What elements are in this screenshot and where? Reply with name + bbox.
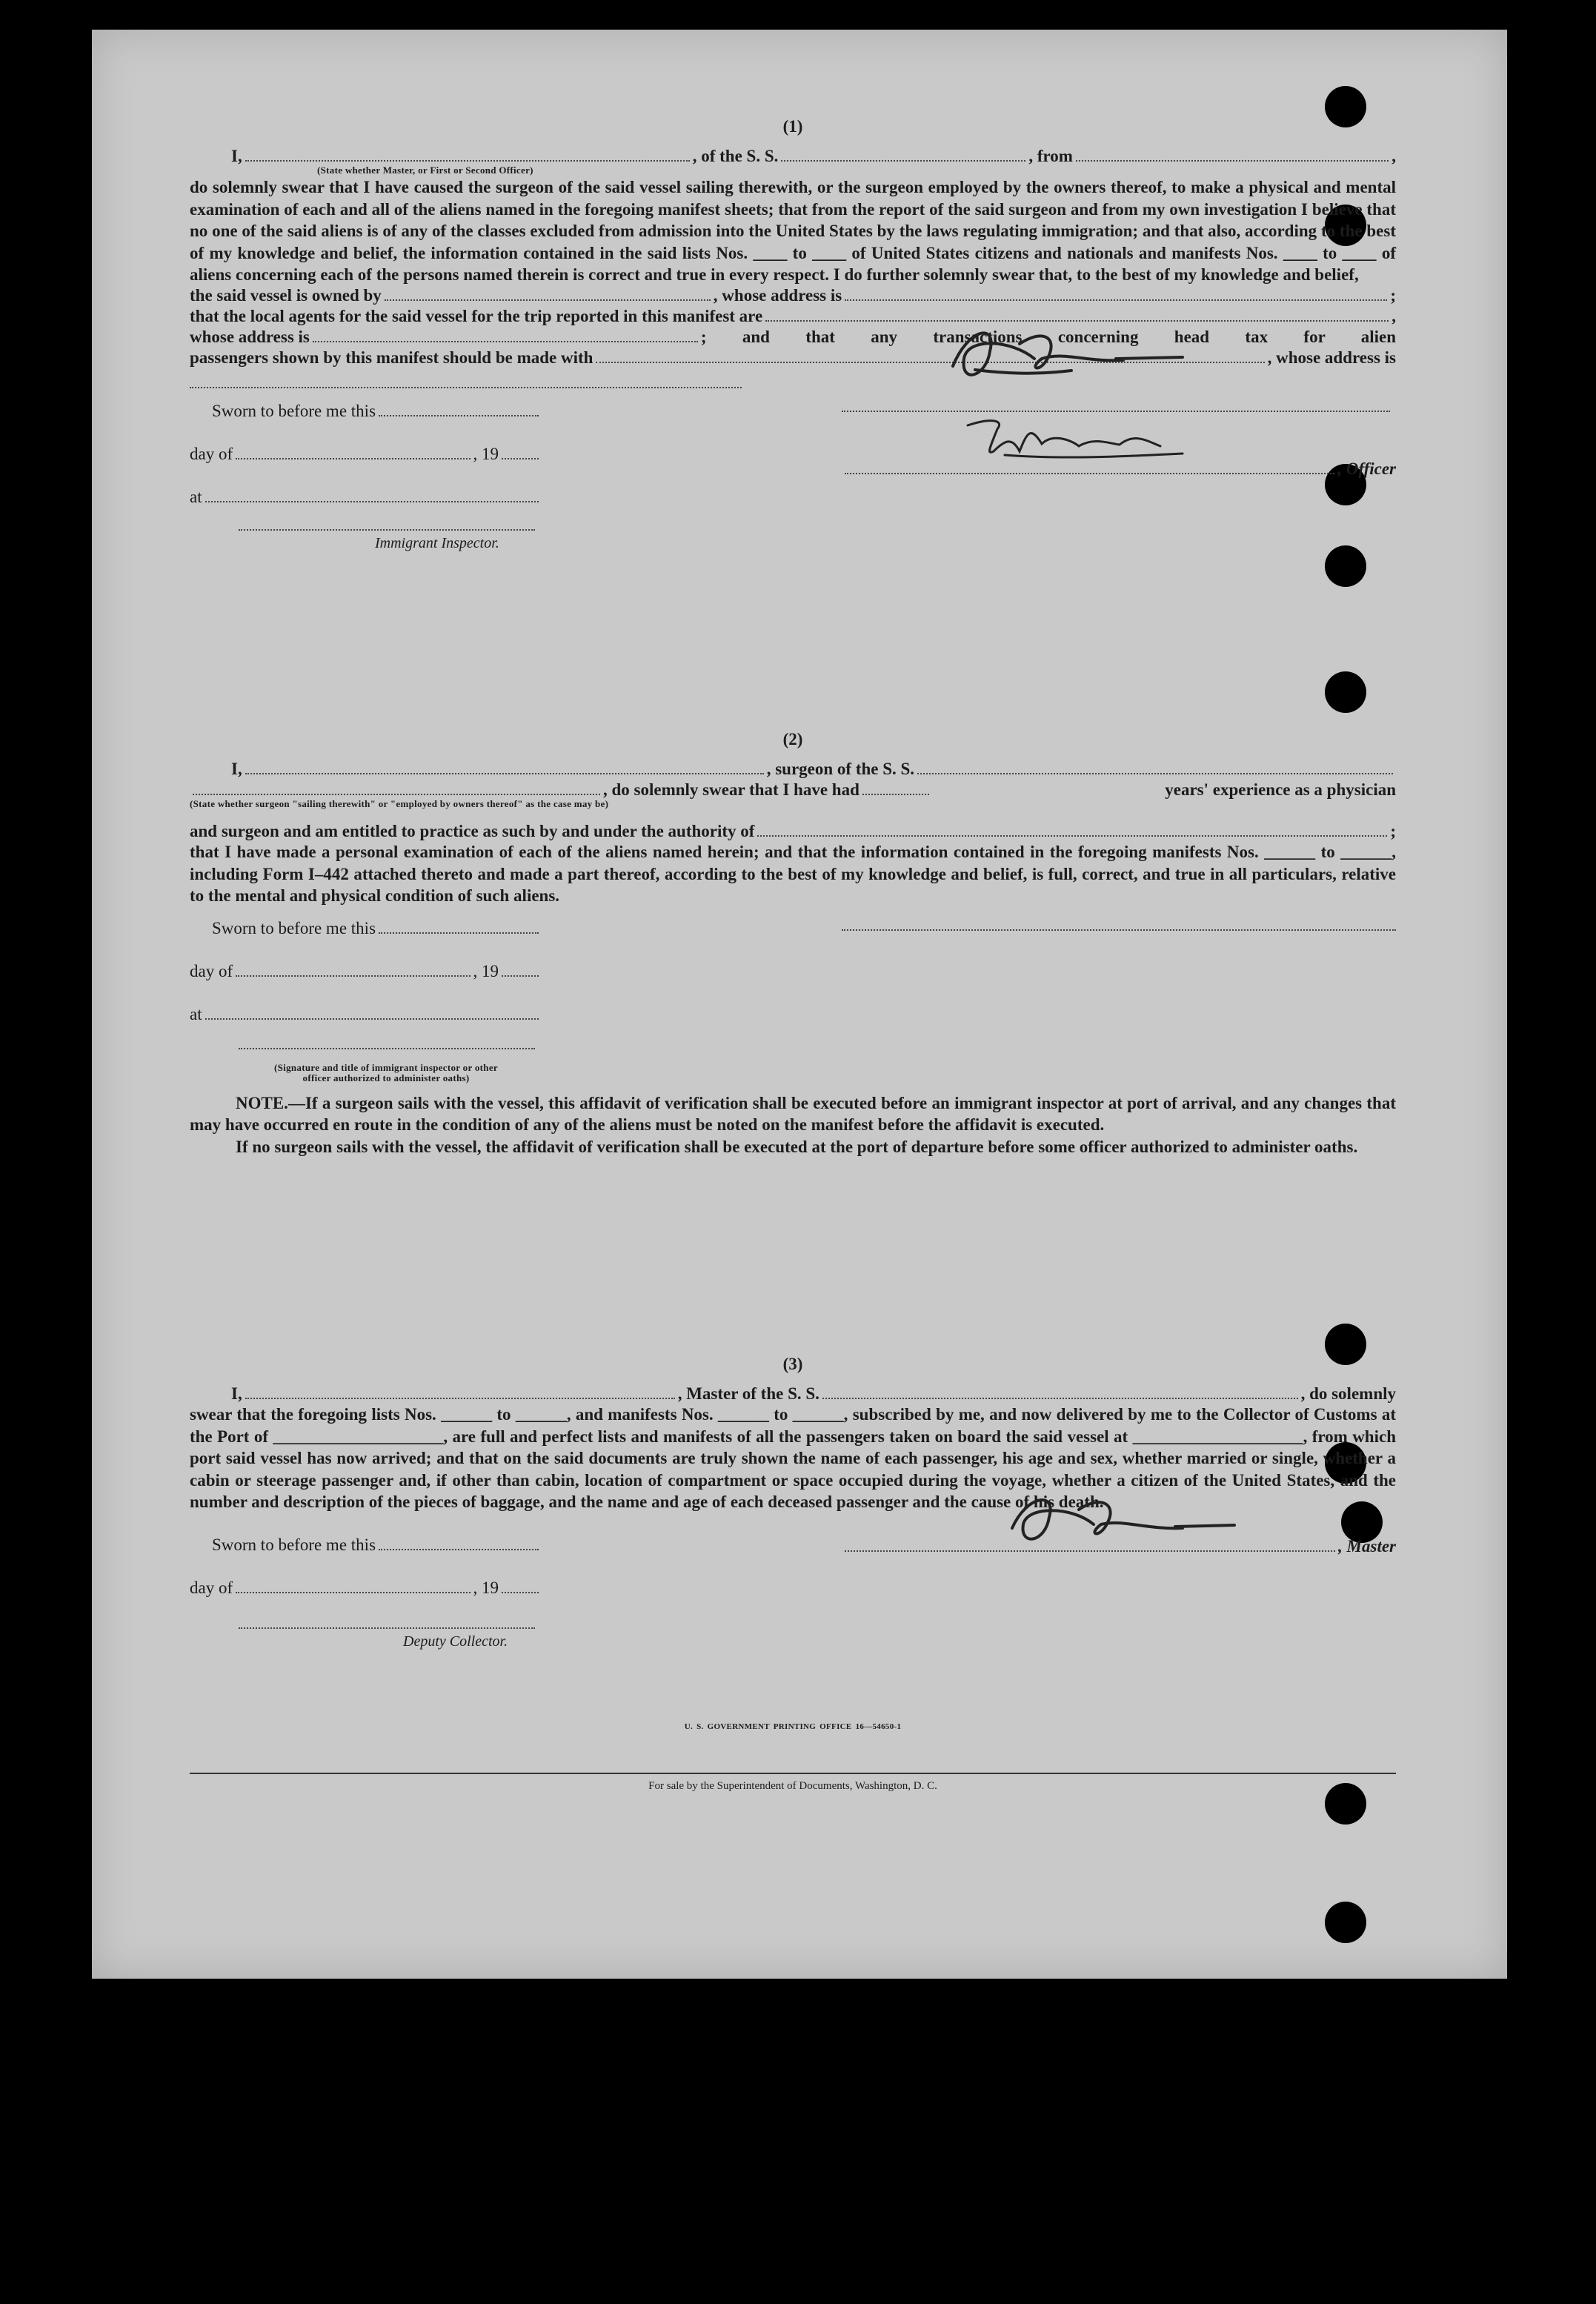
- affidavit-section-1: [190, 117, 1396, 566]
- blank-inspector-signature: [239, 529, 535, 531]
- punctuation: ,: [1391, 306, 1396, 325]
- blank-sworn-date: [379, 1549, 539, 1550]
- label-day-of: day of: [190, 1578, 233, 1597]
- label-whose-address: whose address is: [190, 327, 310, 346]
- blank-month: [236, 975, 470, 977]
- blank-surgeon-signature: [842, 929, 1396, 931]
- officer-caption: , Officer: [1337, 459, 1396, 478]
- blank-officer-signature: [845, 473, 1334, 474]
- label-at: at: [190, 1004, 202, 1023]
- label-solemnly: , do solemnly swear that I have had: [603, 780, 859, 799]
- label-year: , 19: [473, 444, 499, 463]
- label-i: I,: [231, 147, 242, 165]
- oath-body: do solemnly swear that I have caused the surgeon of the said vessel sailing therewith, or the surgeon employed by the owners thereof, to make a physical and mental examination of each and all of the aliens named in the foregoing manifest sheets; that from the report of the said surgeon and from my own investigation I believe that no one of the said aliens is of any of the classes excluded from admission into the United States by the laws regulating immigration; and that also, according to the best of my knowledge and belief, the information contained in the said lists Nos. ____ to ____ of United States citizens and nationals and manifests Nos. ____ to ____ of aliens concerning each of the persons named therein is correct and true in every respect. I do further solemnly swear that, to the best of my knowledge and belief,: [190, 178, 1396, 284]
- blank-month: [236, 1592, 470, 1593]
- label-whose-address: , whose address is: [713, 285, 842, 305]
- punctuation: ;: [1390, 822, 1396, 840]
- blank-vessel-name: [917, 773, 1393, 774]
- punch-hole: [1325, 671, 1366, 713]
- label-of-ss: , of the S. S.: [692, 147, 779, 165]
- label-year: , 19: [473, 1578, 499, 1597]
- label-i: I,: [231, 760, 242, 778]
- blank-surgeon-name: [245, 773, 764, 774]
- footer-text: For sale by the Superintendent of Documents, Washington, D. C.: [648, 1780, 937, 1792]
- punch-hole: [1325, 1902, 1366, 1943]
- printing-office-line: U. S. GOVERNMENT PRINTING OFFICE 16—54650-1: [684, 1722, 902, 1731]
- blank-year: [502, 1592, 539, 1593]
- label-passengers: passengers shown by this manifest should be made with: [190, 348, 593, 367]
- label-sworn: Sworn to before me this: [212, 401, 376, 420]
- label-from: , from: [1028, 147, 1073, 165]
- blank-sworn-date: [379, 932, 539, 934]
- blank-authority: [757, 835, 1387, 837]
- label-day-of: day of: [190, 961, 233, 980]
- section-number: (2): [782, 730, 803, 748]
- note-paragraph-1: [190, 1092, 1396, 1136]
- blank-surgeon-status: [193, 794, 600, 795]
- blank-owner: [385, 299, 711, 301]
- deputy-caption: Deputy Collector.: [403, 1633, 508, 1650]
- label-master-of: , Master of the S. S.: [677, 1384, 819, 1403]
- punctuation: ;: [1390, 285, 1396, 305]
- note-label: NOTE.: [236, 1093, 288, 1112]
- label-sworn: Sworn to before me this: [212, 918, 376, 937]
- blank-owner-address: [845, 299, 1387, 301]
- form-page: [92, 30, 1507, 1979]
- surgeon-oath-body: that I have made a personal examination of each of the aliens named herein; and that the information contained in the foregoing manifests Nos. ______ to ______, including Form I–442 attached thereto and made a part thereof, according to the best of my knowledge and belief, is full, correct, and true in all particulars, relative to the mental and physical condition of such aliens.: [190, 843, 1396, 905]
- affidavit-section-3: [190, 1355, 1396, 1661]
- blank-officer-title: [245, 160, 690, 162]
- blank-sworn-date: [379, 415, 539, 416]
- master-signature: [945, 314, 1242, 403]
- footer-rule: [190, 1773, 1396, 1774]
- master-caption: , Master: [1338, 1536, 1396, 1556]
- official-caption: (Signature and title of immigrant inspector or other officer authorized to administer oaths): [274, 1061, 498, 1083]
- blank-official-signature: [239, 1048, 535, 1049]
- blank-master-signature: [845, 1550, 1335, 1552]
- blank-month: [236, 458, 470, 459]
- label-owned-by: the said vessel is owned by: [190, 285, 382, 305]
- blank-port-from: [1076, 160, 1389, 162]
- label-years: years' experience as a physician: [1165, 780, 1396, 799]
- label-local-agents: that the local agents for the said vessel for the trip reported in this manifest are: [190, 306, 763, 325]
- blank-vessel-name: [781, 160, 1025, 162]
- surgeon-caption: (State whether surgeon "sailing therewith" or "employed by owners thereof" as the case may be): [190, 798, 609, 809]
- label-solemnly: , do solemnly: [1300, 1384, 1396, 1403]
- blank-deputy-signature: [239, 1627, 535, 1629]
- master-oath-body: swear that the foregoing lists Nos. ______ to ______, and manifests Nos. ______ to ______, subscribed by me, and now delivered by me to the Collector of Customs at the Port of ____________________, are full and perfect lists and manifests of all the passengers taken on board the said vessel at ____________________, from which port said vessel has now arrived; and that on the said documents are truly shown the name of each passenger, his age and sex, whether married or single, whether a cabin or steerage passenger and, if other than cabin, location of compartment or space occupied during the voyage, whether a citizen of the United States, and the number and description of the pieces of baggage, and the name and age of each deceased passenger and the cause of his death.: [190, 1405, 1396, 1511]
- blank-year: [502, 975, 539, 977]
- blank-years: [862, 794, 929, 795]
- label-sworn: Sworn to before me this: [212, 1535, 376, 1554]
- blank-vessel-name: [822, 1398, 1298, 1399]
- label-day-of: day of: [190, 444, 233, 463]
- blank-place: [205, 1018, 539, 1020]
- affidavit-section-2: [190, 730, 1396, 1158]
- note-text: —If a surgeon sails with the vessel, this affidavit of verification shall be executed before an immigrant inspector at port of arrival, and any changes that may have occurred en route in the condition of any of the aliens must be noted on the manifest before the affidavit is executed.: [190, 1093, 1396, 1134]
- officer-signature: [960, 411, 1205, 470]
- label-i: I,: [231, 1384, 242, 1403]
- section-number: (1): [782, 117, 803, 136]
- blank-master-name: [245, 1398, 675, 1399]
- section-number: (3): [782, 1355, 803, 1373]
- label-whose-address: , whose address is: [1267, 348, 1396, 367]
- inspector-caption: Immigrant Inspector.: [375, 534, 499, 551]
- note-paragraph-2: If no surgeon sails with the vessel, the affidavit of verification shall be executed at the port of departure before some officer authorized to administer oaths.: [236, 1137, 1358, 1156]
- label-year: , 19: [473, 961, 499, 980]
- label-practice: and surgeon and am entitled to practice as such by and under the authority of: [190, 822, 755, 840]
- blank-year: [502, 458, 539, 459]
- blank-place: [205, 501, 539, 502]
- label-at: at: [190, 487, 202, 506]
- label-surgeon-of: , surgeon of the S. S.: [766, 760, 915, 778]
- blank-agents-address: [313, 341, 698, 342]
- label-head-tax: ; and that any transactions concerning head tax for alien: [700, 327, 1396, 346]
- punctuation: ,: [1391, 147, 1396, 165]
- officer-caption: (State whether Master, or First or Second Officer): [317, 165, 533, 176]
